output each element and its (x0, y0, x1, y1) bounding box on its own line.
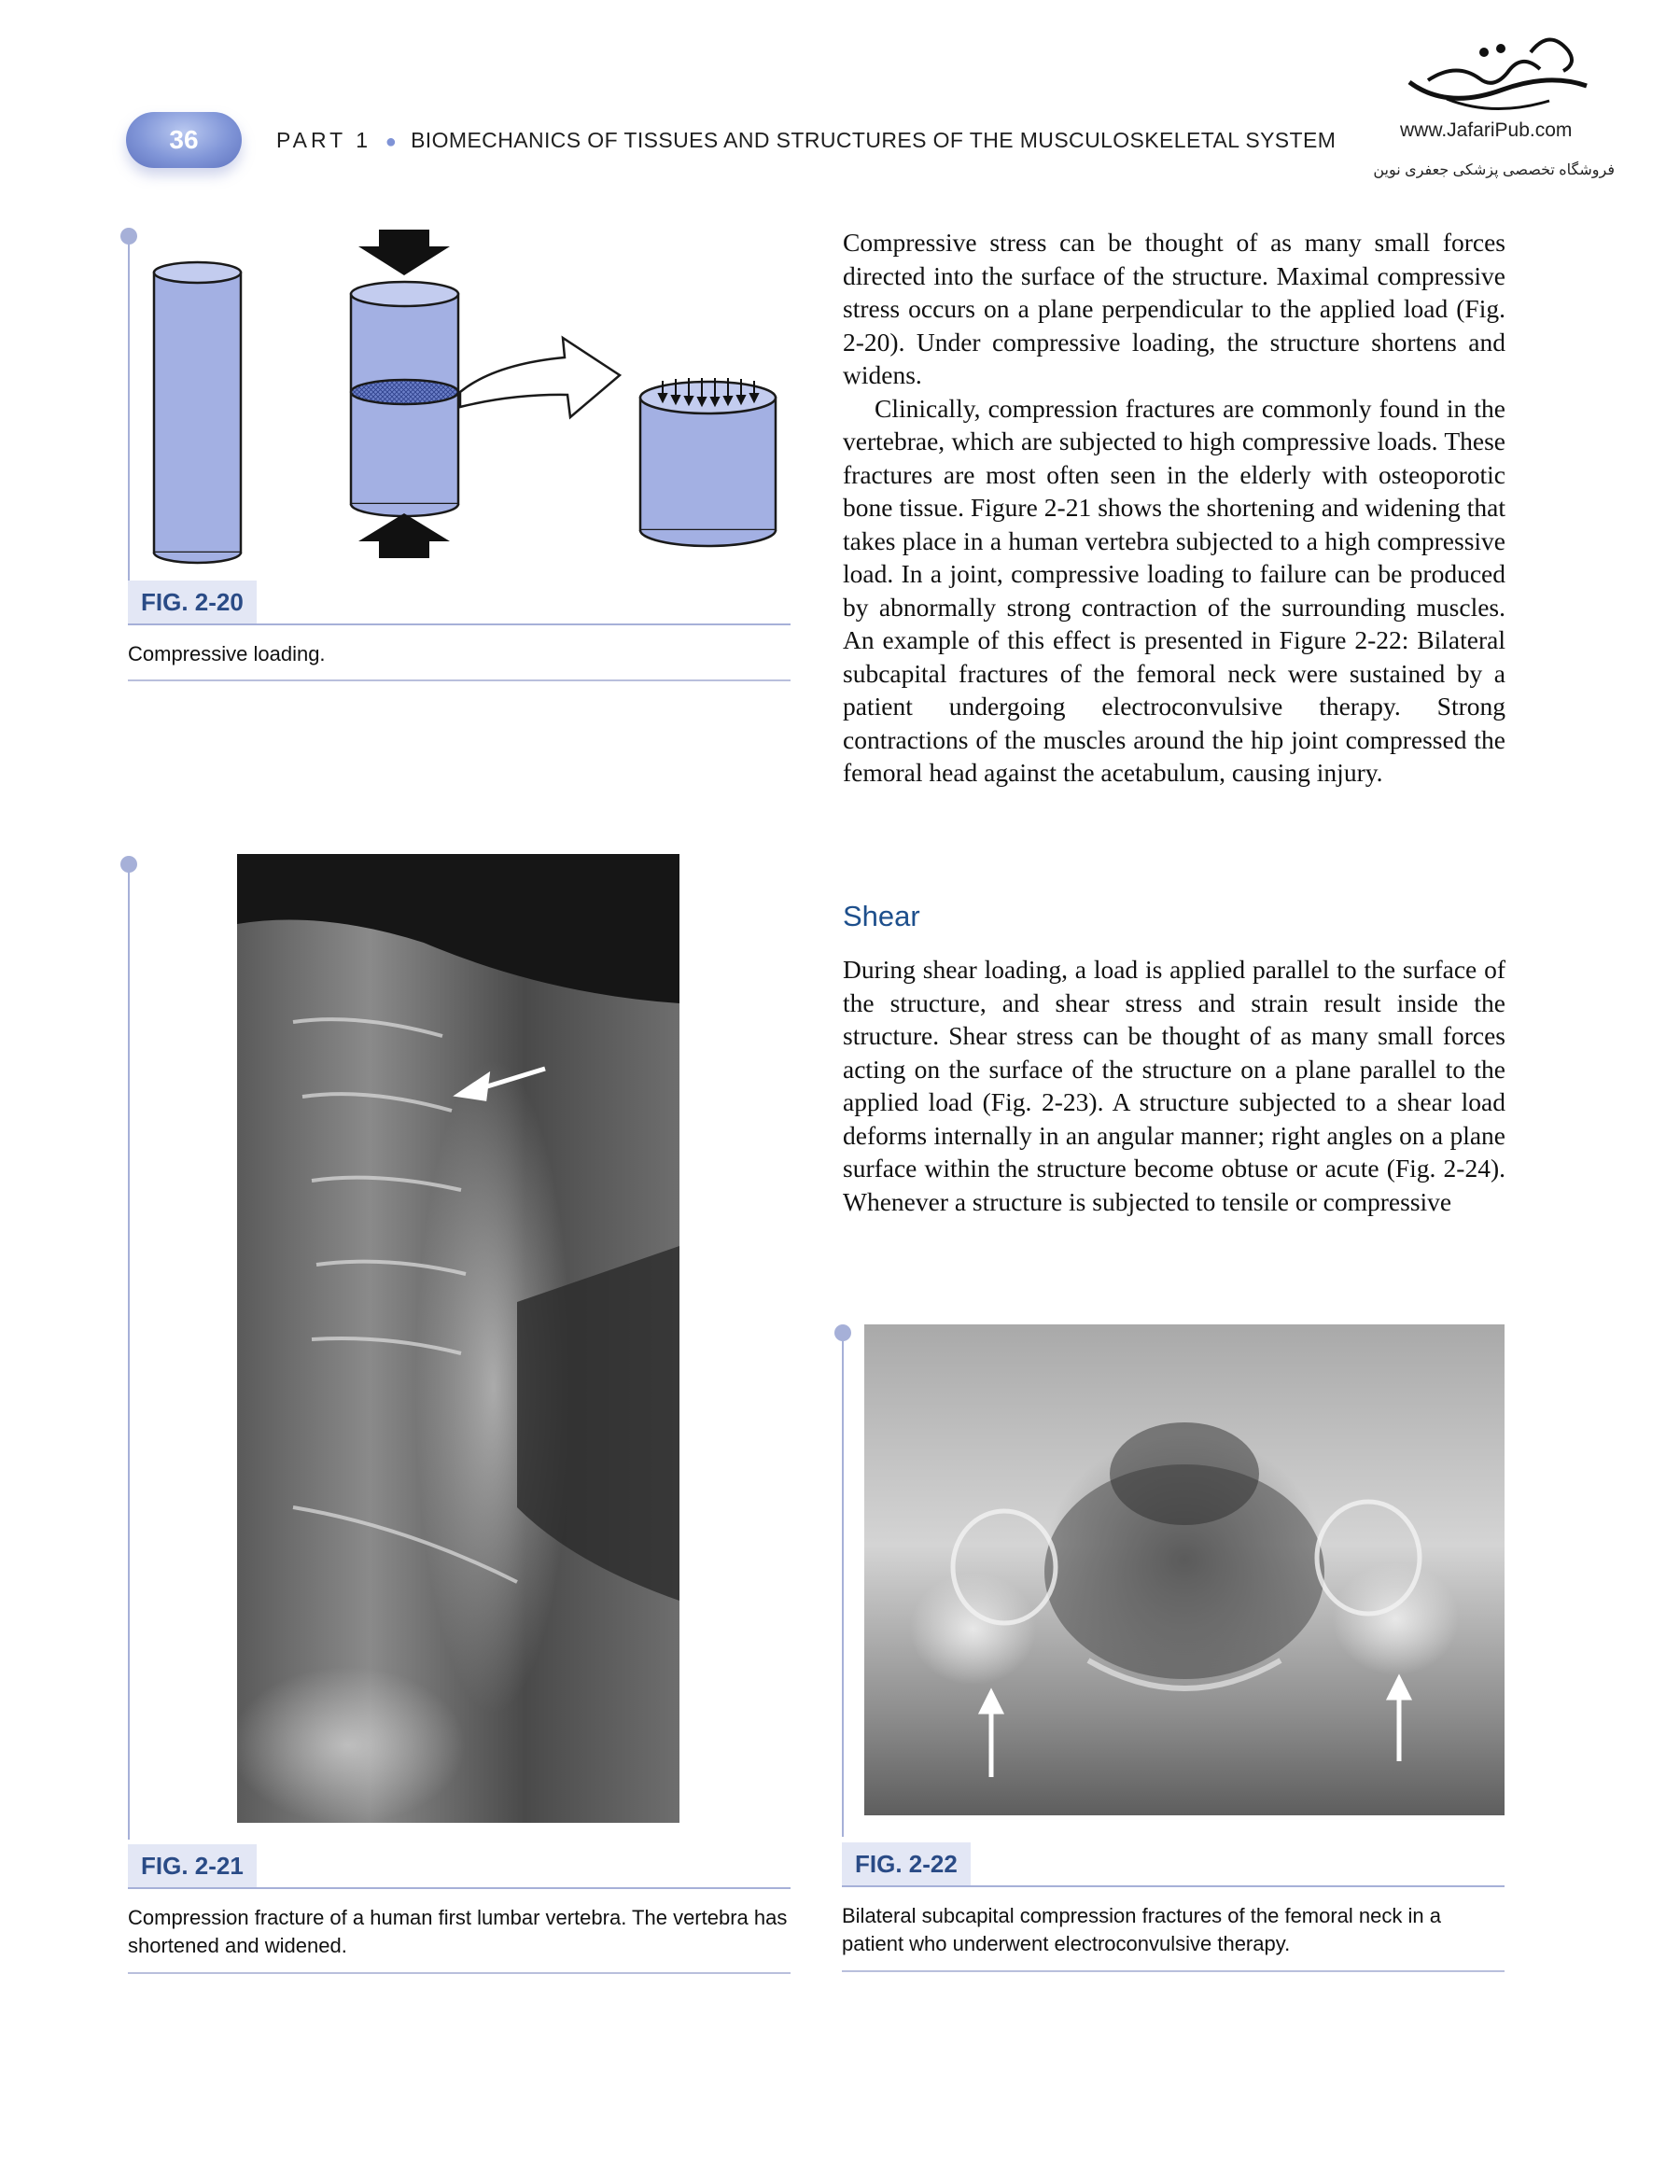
figure-rule (128, 1887, 791, 1889)
figure-frame-line (128, 241, 130, 588)
figure-caption: Bilateral subcapital compression fractures of the femoral neck in a patient who underwent electroconvulsive therapy. (842, 1904, 1441, 1955)
vertebra-xray-image (237, 854, 679, 1823)
figure-frame-line (128, 869, 130, 1840)
compressive-loading-diagram (140, 224, 784, 574)
caption-rule (842, 1970, 1505, 1972)
figure-label: FIG. 2-20 (128, 581, 257, 623)
loaded-cylinder (351, 282, 458, 516)
body-column-shear (843, 953, 1505, 1218)
figure-label: FIG. 2-21 (128, 1844, 257, 1887)
page-number: 36 (126, 112, 242, 168)
figure-caption: Compressive loading. (128, 642, 326, 665)
publisher-url[interactable]: www.JafariPub.com (1400, 119, 1573, 141)
figure-caption: Compression fracture of a human first lumbar vertebra. The vertebra has shortened and widened. (128, 1906, 788, 1957)
load-arrow-down-icon (358, 230, 450, 275)
figure-label: FIG. 2-22 (842, 1842, 971, 1885)
section-title: BIOMECHANICS OF TISSUES AND STRUCTURES OF THE MUSCULOSKELETAL SYSTEM (411, 128, 1337, 152)
caption-rule (128, 1972, 791, 1974)
body-column (843, 226, 1505, 790)
figure-rule (842, 1885, 1505, 1887)
running-head (276, 128, 1336, 153)
figure-frame-line (842, 1337, 844, 1837)
calligraphy-logo-icon (1391, 24, 1605, 118)
unloaded-cylinder (154, 262, 241, 563)
bullet-icon: ● (385, 132, 398, 152)
pelvis-xray-image (864, 1324, 1505, 1815)
body-paragraph: Compressive stress can be thought of as many small forces directed into the surface of the structure. Maximal compressive stress occurs on a plane perpendicular to the applied load (Fig. 2-20). Under compressive loading, the structure shortens and widens. (843, 228, 1505, 389)
open-arrow-icon (460, 338, 620, 417)
figure-rule (128, 623, 791, 625)
body-paragraph: Clinically, compression fractures are commonly found in the vertebrae, which are subjected to high compressive loads. These fractures are most often seen in the elderly with osteoporotic bone tissue. Figure 2-21 shows the shortening and widening that takes place in a human vertebra subjected to a high compressive load. In a joint, compressive loading to failure can be produced by abnormally strong contraction of the surrounding muscles. An example of this effect is presented in Figure 2-22: Bilateral subcapital fractures of the femoral neck were sustained by a patient undergoing electroconvulsive therapy. Strong contractions of the muscles around the hip joint compressed the femoral head against the acetabulum, causing injury. (843, 393, 1505, 787)
part-label: PART 1 (276, 128, 371, 152)
body-paragraph: During shear loading, a load is applied parallel to the surface of the structure, and shear stress and strain result inside the structure. Shear stress can be thought of as many small forces acting on the surface of the structure on a plane parallel to the applied load (Fig. 2-23). A structure subjected to a shear load deforms internally in an angular manner; right angles on a plane surface within the structure become obtuse or acute (Fig. 2-24). Whenever a structure is subjected to tensile or compressive (843, 955, 1505, 1216)
caption-rule (128, 679, 791, 681)
deformed-cylinder (640, 378, 776, 546)
load-arrow-up-icon (358, 513, 450, 558)
section-heading: Shear (843, 900, 920, 932)
publisher-name: فروشگاه تخصصی پزشکی جعفری نوین (1373, 162, 1615, 178)
